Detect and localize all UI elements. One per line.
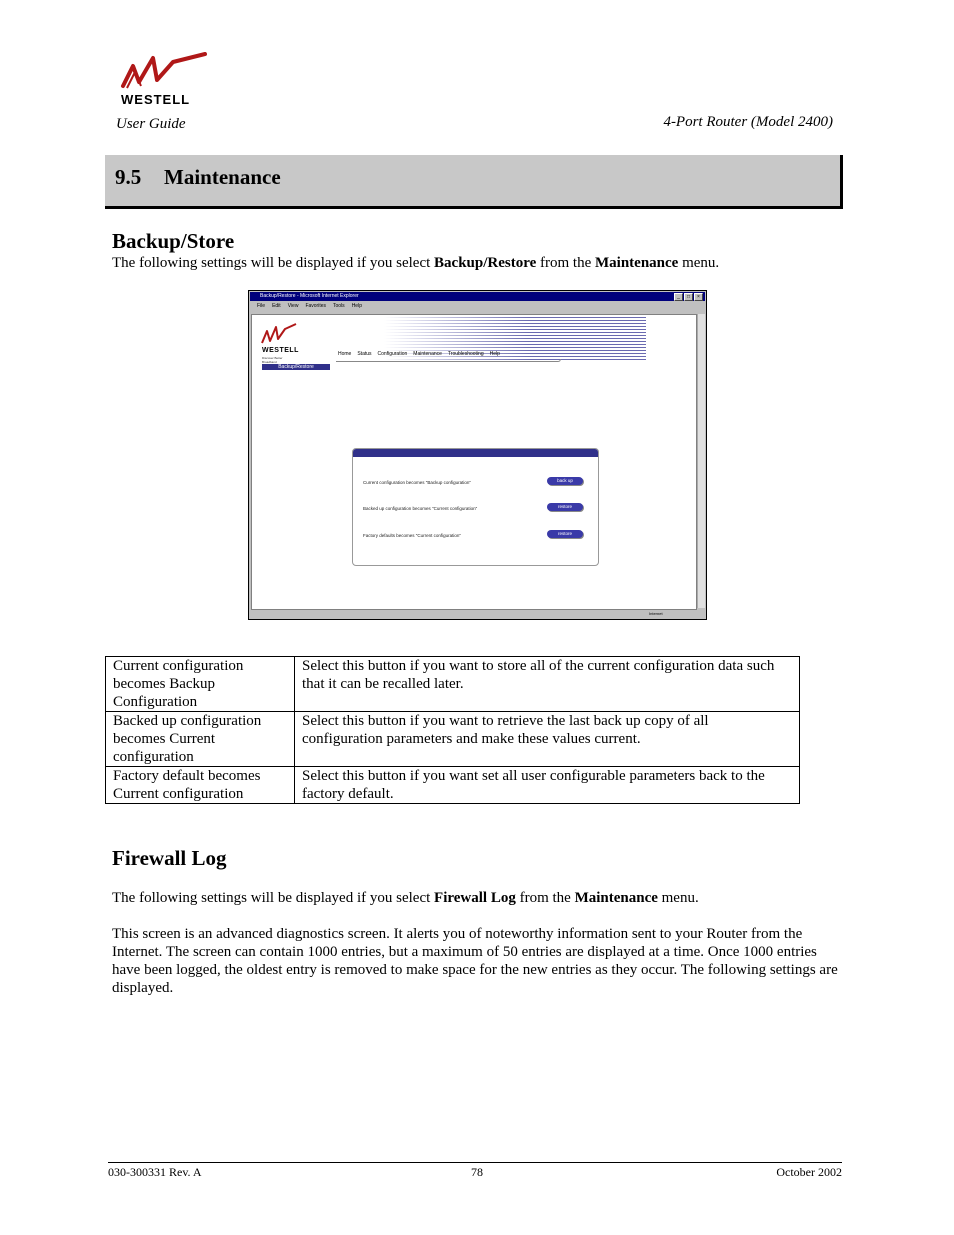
browser-title: Backup/Restore - Microsoft Internet Explorer xyxy=(260,293,359,299)
setting-cell: Factory default becomes Current configuration xyxy=(106,767,295,804)
firewall-heading: Firewall Log xyxy=(112,846,227,870)
setting-cell: Backed up configuration becomes Current configuration xyxy=(106,712,295,767)
nav-status[interactable]: Status xyxy=(357,351,372,357)
footer-page-number: 78 xyxy=(471,1165,483,1179)
setting-cell: Current configuration becomes Backup Configuration xyxy=(106,657,295,712)
menu-help[interactable]: Help xyxy=(351,303,362,309)
inner-logo-text: WESTELL xyxy=(262,347,299,354)
description-cell: Select this button if you want to retrieve the last back up copy of all configuration parameters and make these values current. xyxy=(295,712,800,767)
header-doc-type: User Guide xyxy=(116,116,186,132)
row-label-backup: Current configuration becomes "Backup configuration" xyxy=(363,480,472,485)
nav-maintenance[interactable]: Maintenance xyxy=(413,351,442,357)
minimize-icon[interactable]: _ xyxy=(674,293,683,301)
firewall-body: This screen is an advanced diagnostics screen. It alerts you of noteworthy information sent to your Router from the Internet. The screen can contain 1000 entries, but a maximum of 50 entries are displayed at a time. Once 1000 entries have been logged, the oldest entry is removed to make space for the new entries as they occur. The following settings are displayed. xyxy=(112,926,838,996)
westell-logo xyxy=(113,52,213,110)
header-product: 4-Port Router (Model 2400) xyxy=(663,114,833,130)
menu-edit[interactable]: Edit xyxy=(272,303,281,309)
menu-tools[interactable]: Tools xyxy=(333,303,345,309)
back-up-button[interactable]: back up xyxy=(547,477,583,485)
footer-date: October 2002 xyxy=(776,1165,842,1179)
nav-help[interactable]: Help xyxy=(489,351,500,357)
table-row xyxy=(106,767,800,804)
nav-underline xyxy=(336,359,561,362)
top-nav xyxy=(338,351,500,357)
panel-header xyxy=(353,449,598,457)
browser-screenshot xyxy=(248,290,707,620)
browser-statusbar xyxy=(251,610,704,617)
menu-favorites[interactable]: Favorites xyxy=(305,303,326,309)
backup-settings-table xyxy=(105,656,800,804)
factory-restore-button[interactable]: restore xyxy=(547,530,583,538)
restore-button[interactable]: restore xyxy=(547,503,583,511)
westell-logo-icon xyxy=(113,52,213,92)
section-number: 9.5 xyxy=(115,165,142,189)
section-title: Maintenance xyxy=(164,165,281,189)
section-banner xyxy=(105,155,843,209)
nav-troubleshooting[interactable]: Troubleshooting xyxy=(447,351,484,357)
backup-restore-panel xyxy=(352,448,599,566)
maximize-icon[interactable]: □ xyxy=(684,293,693,301)
row-label-factory: Factory defaults becomes "Current configuration" xyxy=(363,533,461,538)
close-icon[interactable]: × xyxy=(694,293,703,301)
menu-view[interactable]: View xyxy=(287,303,299,309)
description-cell: Select this button if you want to store all of the current configuration data such that it can be recalled later. xyxy=(295,657,800,712)
westell-logo-text: WESTELL xyxy=(121,92,191,107)
footer-rule xyxy=(108,1162,842,1163)
menu-file[interactable]: File xyxy=(257,303,266,309)
row-label-restore: Backed up configuration becomes "Current configuration" xyxy=(363,506,478,511)
vertical-scrollbar[interactable] xyxy=(697,314,705,608)
description-cell: Select this button if you want set all user configurable parameters back to the factory default. xyxy=(295,767,800,804)
backup-intro: The following settings will be displayed if you select Backup/Restore from the Maintenance menu. xyxy=(112,255,720,271)
inner-westell-logo xyxy=(258,323,299,364)
sublink-backup-restore[interactable]: Backup/Restore xyxy=(262,364,330,370)
footer-doc-number: 030-300331 Rev. A xyxy=(108,1165,202,1179)
inner-tagline: Discover Better Broadband xyxy=(262,356,283,364)
browser-content xyxy=(251,314,697,610)
nav-home[interactable]: Home xyxy=(338,351,352,357)
browser-menubar xyxy=(251,302,704,311)
browser-titlebar xyxy=(250,292,705,301)
firewall-intro: The following settings will be displayed if you select Firewall Log from the Maintenance menu. xyxy=(112,890,699,906)
backup-heading: Backup/Store xyxy=(112,229,235,253)
status-zone: Internet xyxy=(649,611,663,616)
inner-logo-icon xyxy=(258,323,298,345)
table-row xyxy=(106,657,800,712)
nav-configuration[interactable]: Configuration xyxy=(377,351,408,357)
table-row xyxy=(106,712,800,767)
